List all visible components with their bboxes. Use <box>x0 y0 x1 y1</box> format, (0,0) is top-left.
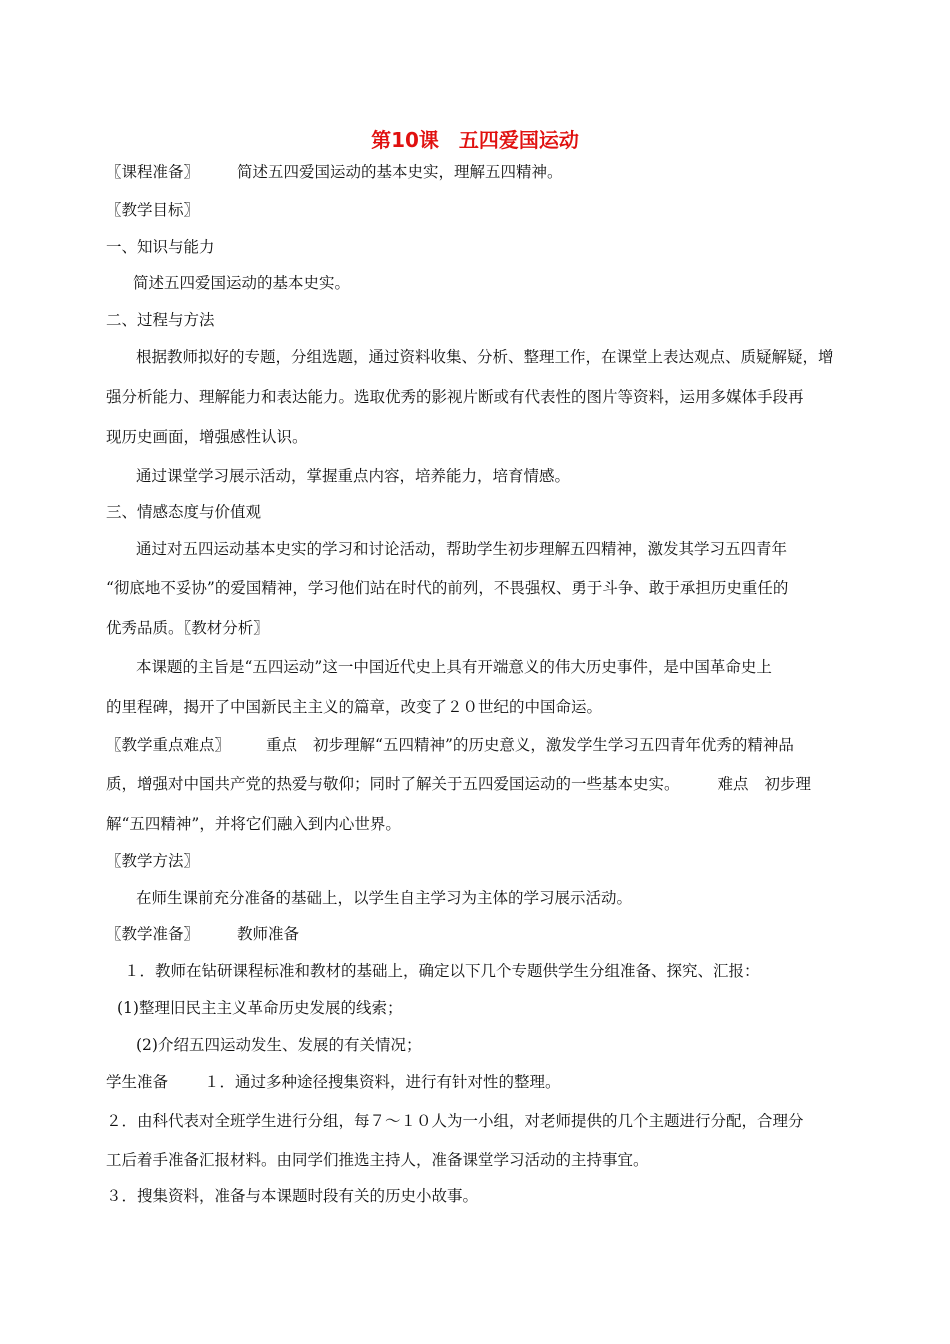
key-line1: 初步理解“五四精神”的历史意义，激发学生学习五四青年优秀的精神品 <box>313 736 794 754</box>
difficulty-line2: 解“五四精神”，并将它们融入到内心世界。 <box>106 815 401 833</box>
key-line2: 质，增强对中国共产党的热爱与敬仰；同时了解关于五四爱国运动的一些基本史实。 <box>106 775 680 793</box>
student-item2-line1: ２．由科代表对全班学生进行分组，每７～１０人为一小组，对老师提供的几个主题进行分配，合理分 <box>106 1112 804 1130</box>
teach-prep <box>106 924 299 944</box>
teacher-item1: １．教师在钻研课程标准和教材的基础上，确定以下几个专题供学生分组准备、探究、汇报： <box>124 962 760 980</box>
goals-label: 〖教学目标〗 <box>106 201 200 219</box>
difficulty-label: 难点 <box>717 775 749 793</box>
course-prep <box>106 162 563 182</box>
goal2-line1: 根据教师拟好的专题，分组选题，通过资料收集、分析、整理工作，在课堂上表达观点、质疑解疑，增 <box>136 348 834 366</box>
goal3-heading: 三、情感态度与价值观 <box>106 503 262 521</box>
keypoints-label: 〖教学重点难点〗 <box>106 736 231 754</box>
page-title: 第10课 五四爱国运动 <box>371 128 579 152</box>
student-prep <box>106 1072 561 1092</box>
teacher-prep-label: 教师准备 <box>237 925 300 943</box>
goal1-heading: 一、知识与能力 <box>106 238 215 256</box>
course-prep-label: 〖课程准备〗 <box>106 163 200 181</box>
goal2-paragraph2: 通过课堂学习展示活动，掌握重点内容，培养能力，培育情感。 <box>136 467 571 485</box>
method-text: 在师生课前充分准备的基础上，以学生自主学习为主体的学习展示活动。 <box>136 889 633 907</box>
student-item2-line2: 工后着手准备汇报材料。由同学们推选主持人，准备课堂学习活动的主持事宜。 <box>106 1151 649 1169</box>
teacher-sub2: (2)介绍五四运动发生、发展的有关情况； <box>136 1036 422 1054</box>
teach-prep-label: 〖教学准备〗 <box>106 925 200 943</box>
student-prep-label: 学生准备 <box>106 1073 169 1091</box>
goal2-line3: 现历史画面，增强感性认识。 <box>106 428 308 446</box>
keypoints-line1 <box>106 735 794 755</box>
analysis-label: 〖教材分析〗 <box>183 619 269 637</box>
goal3-line3-text: 优秀品质。 <box>106 619 184 637</box>
key-label: 重点 <box>266 736 298 754</box>
goal2-line2: 强分析能力、理解能力和表达能力。选取优秀的影视片断或有代表性的图片等资料，运用多媒体手段再 <box>106 388 804 406</box>
analysis-line1: 本课题的主旨是“五四运动”这一中国近代史上具有开端意义的伟大历史事件，是中国革命史上 <box>136 658 772 676</box>
analysis-line2: 的里程碑，揭开了中国新民主主义的篇章，改变了２０世纪的中国命运。 <box>106 698 603 716</box>
goal1-text: 简述五四爱国运动的基本史实。 <box>133 274 351 292</box>
student-item1: １．通过多种途径搜集资料，进行有针对性的整理。 <box>204 1073 561 1091</box>
goal3-line1: 通过对五四运动基本史实的学习和讨论活动，帮助学生初步理解五四精神，激发其学习五四青年 <box>136 540 788 558</box>
teacher-sub1: (1)整理旧民主主义革命历史发展的线索； <box>117 999 403 1017</box>
keypoints-line2 <box>106 774 811 794</box>
student-item3: ３．搜集资料，准备与本课题时段有关的历史小故事。 <box>106 1187 479 1205</box>
method-label: 〖教学方法〗 <box>106 852 200 870</box>
difficulty-line1: 初步理 <box>764 775 812 793</box>
goal3-line2: “彻底地不妥协”的爱国精神，学习他们站在时代的前列，不畏强权、勇于斗争、敢于承担历史重任的 <box>106 579 789 597</box>
course-prep-text: 简述五四爱国运动的基本史实，理解五四精神。 <box>237 163 563 181</box>
goal2-heading: 二、过程与方法 <box>106 311 215 329</box>
goal3-line3 <box>106 618 269 638</box>
